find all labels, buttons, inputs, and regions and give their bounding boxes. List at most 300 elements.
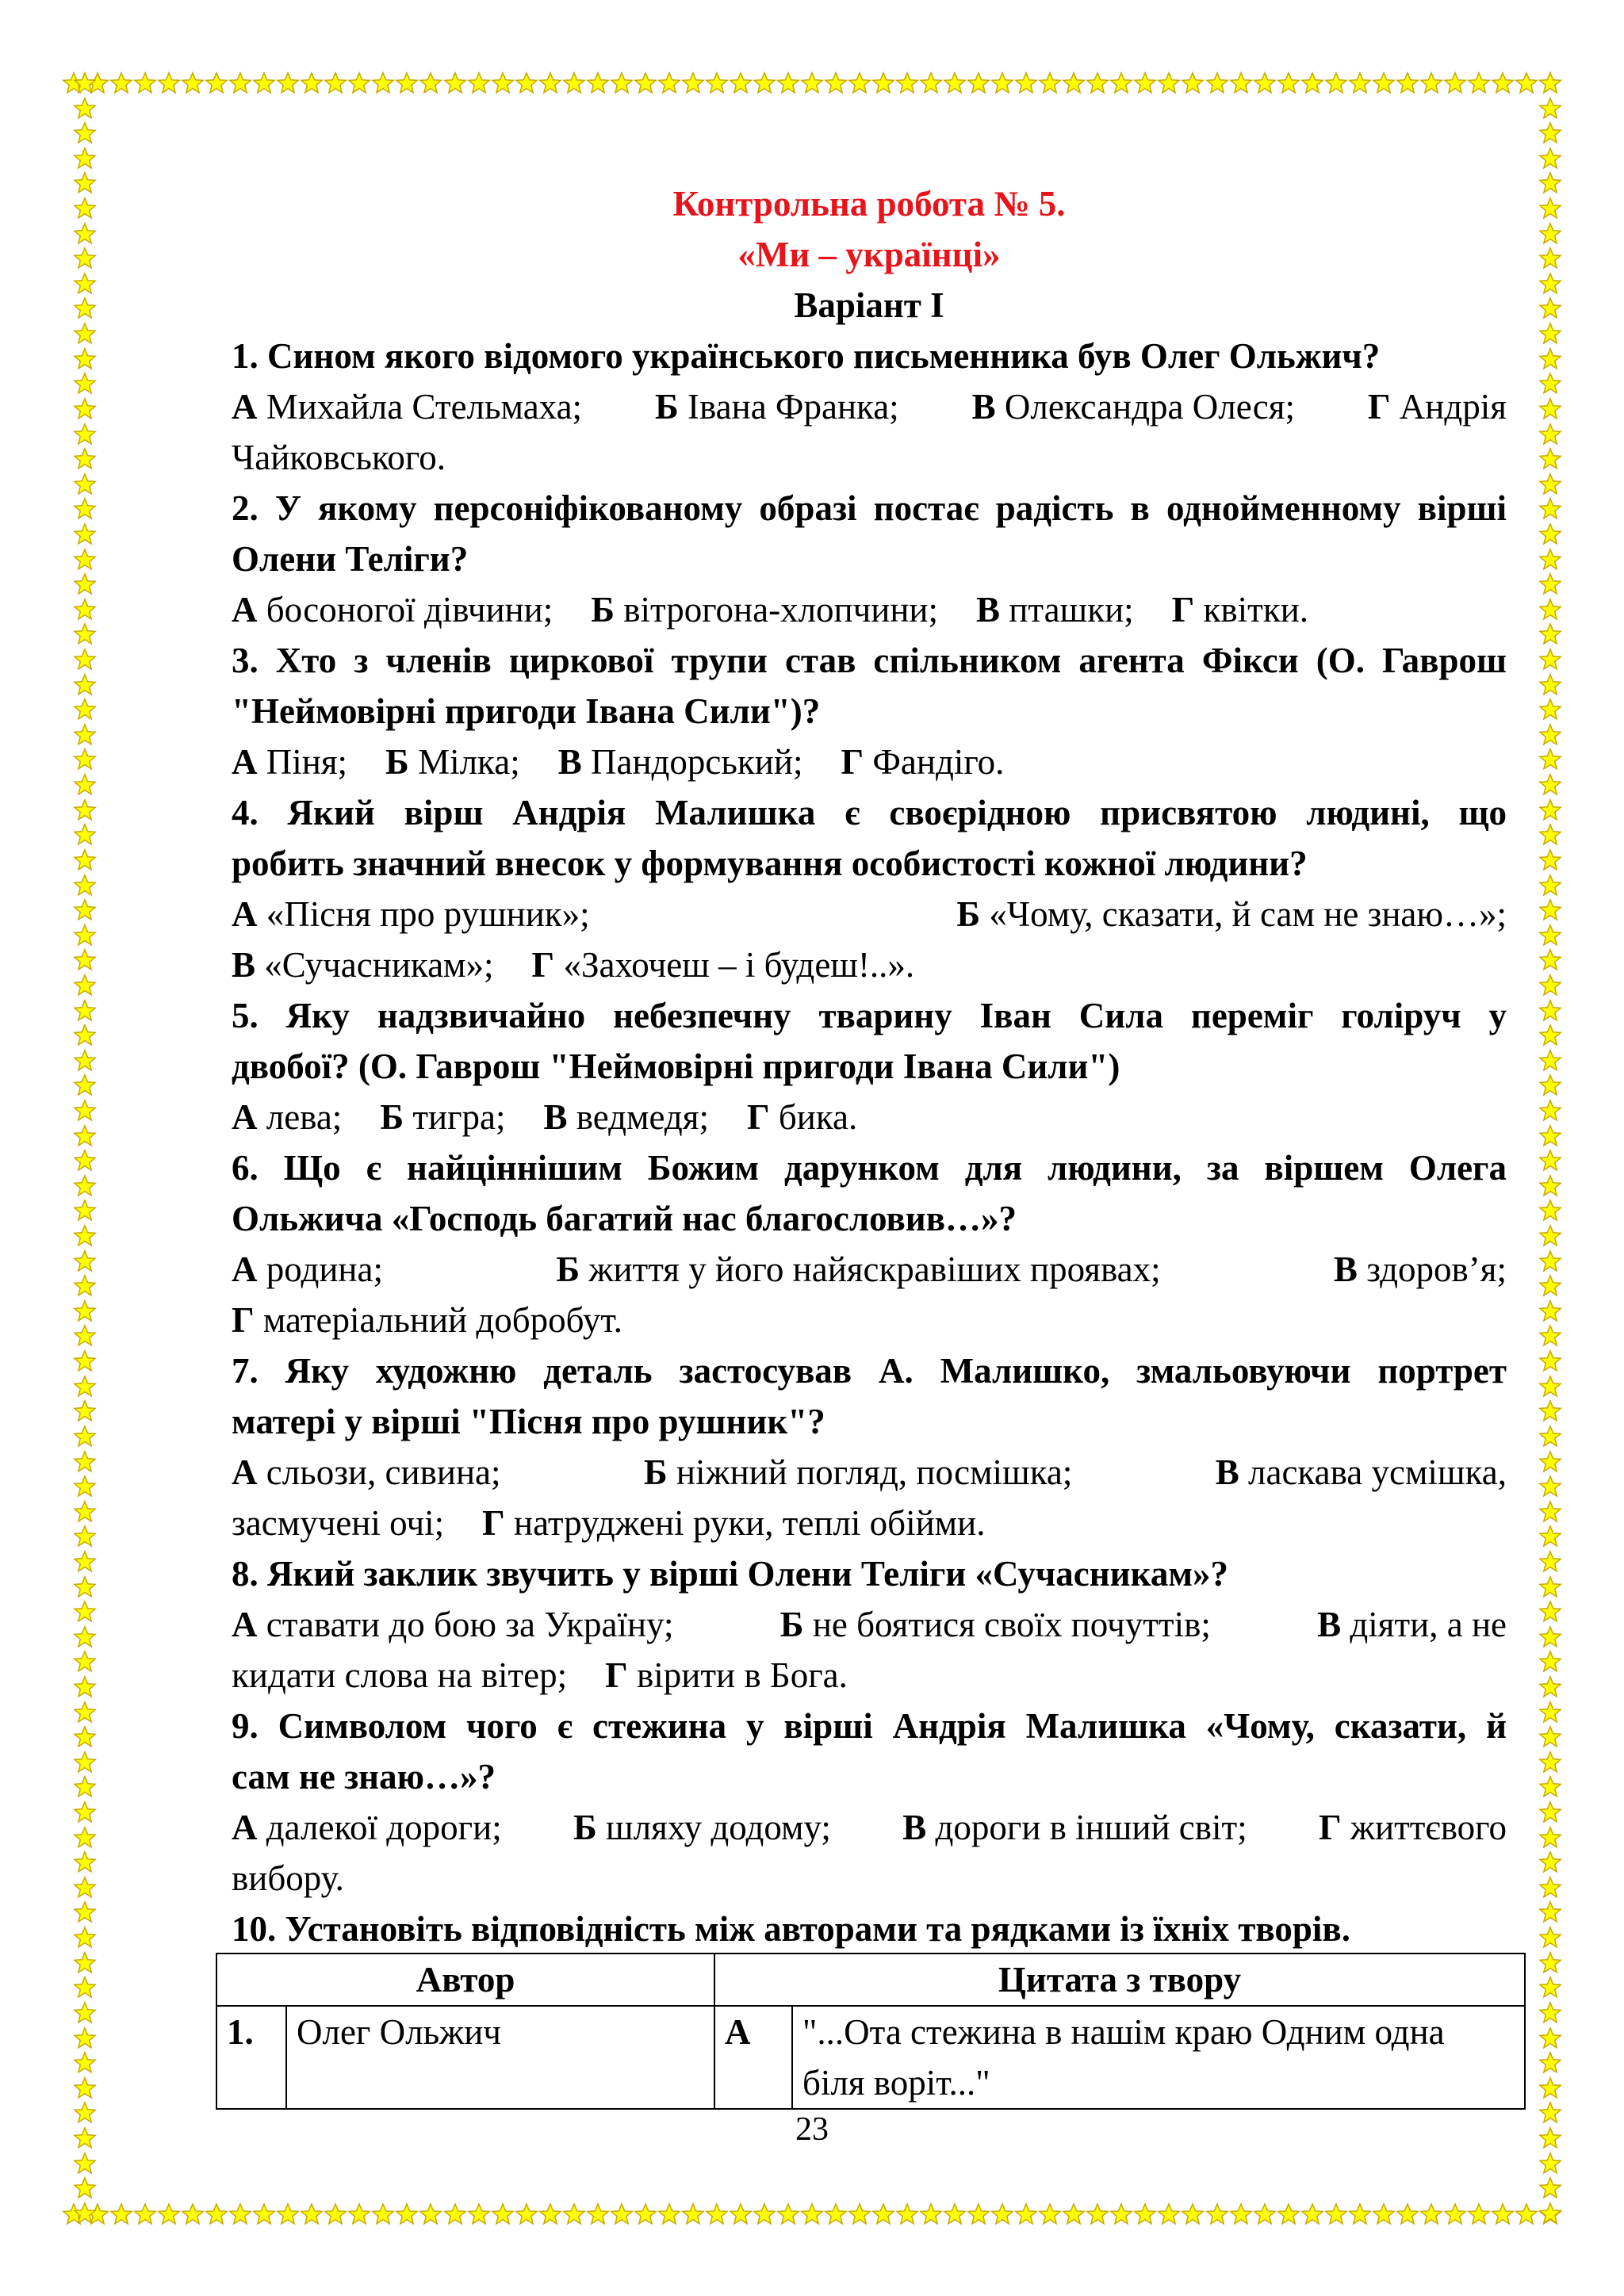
star-icon (181, 2202, 205, 2226)
star-icon (73, 898, 97, 922)
star-border-right (1538, 71, 1562, 2226)
star-icon (1205, 2202, 1229, 2226)
question-text: Ольжича «Господь багатий нас благословив…»? (232, 1199, 1017, 1238)
option-text: вірити в Бога. (627, 1655, 848, 1695)
star-icon (371, 71, 395, 95)
star-icon (73, 1349, 97, 1373)
star-icon (1538, 823, 1562, 847)
star-icon (1538, 924, 1562, 947)
question-block (232, 635, 1507, 787)
star-icon (562, 2202, 586, 2226)
option-letter: А (232, 1249, 258, 1289)
star-icon (73, 1475, 97, 1498)
star-icon (824, 2202, 848, 2226)
answer-option (482, 1498, 985, 1548)
star-icon (73, 222, 97, 246)
option-text: квітки. (1194, 590, 1309, 629)
option-letter: А (232, 387, 258, 427)
answer-option (232, 381, 582, 432)
star-icon (73, 2152, 97, 2175)
star-icon (1038, 2202, 1062, 2226)
star-icon (73, 1024, 97, 1047)
star-icon (371, 2202, 395, 2226)
star-icon (1538, 1826, 1562, 1850)
star-icon (1372, 71, 1396, 95)
answer-option (385, 737, 520, 787)
star-icon (73, 1174, 97, 1198)
question-block (232, 331, 1507, 483)
star-icon (1538, 874, 1562, 897)
answer-line (232, 1498, 1507, 1548)
star-icon (73, 272, 97, 296)
quote-cell (792, 2006, 1525, 2109)
option-text: життєвого (1341, 1808, 1507, 1847)
star-icon (1538, 1099, 1562, 1123)
table-header-row (216, 1954, 1525, 2006)
star-icon (1038, 71, 1062, 95)
star-icon (73, 171, 97, 195)
star-icon (1538, 497, 1562, 521)
star-icon (1229, 2202, 1253, 2226)
star-icon (467, 71, 491, 95)
star-icon (300, 2202, 324, 2226)
question-block (232, 1345, 1507, 1548)
star-icon (73, 1876, 97, 1900)
star-icon (73, 1525, 97, 1548)
quote-line: біля воріт..." (802, 2063, 990, 2103)
star-icon (1538, 1900, 1562, 1924)
option-text: Чайковського. (232, 438, 446, 477)
answer-option (747, 1092, 857, 1142)
answer-option (605, 1650, 848, 1701)
star-icon (1419, 2202, 1443, 2226)
star-icon (1538, 473, 1562, 496)
star-icon (1538, 1224, 1562, 1248)
answer-option (1317, 1599, 1507, 1650)
star-icon (73, 447, 97, 471)
star-icon (848, 2202, 871, 2226)
option-letter: А (232, 894, 258, 934)
star-icon (1396, 2202, 1419, 2226)
star-icon (228, 2202, 252, 2226)
star-icon (73, 2001, 97, 2025)
option-letter: А (232, 1452, 258, 1492)
option-letter: А (232, 1097, 258, 1137)
star-icon (73, 71, 97, 95)
question-text: 3. Хто з членів циркової трупи став спільником агента Фікси (О. Гаврош (232, 641, 1507, 680)
quote-letter: А (714, 2006, 792, 2109)
star-icon (634, 2202, 657, 2226)
star-icon (347, 2202, 371, 2226)
question-block (232, 1701, 1507, 1904)
star-icon (73, 1073, 97, 1097)
star-icon (300, 71, 324, 95)
star-icon (1229, 71, 1253, 95)
option-text: «Захочеш – і будеш!..». (554, 945, 915, 985)
star-icon (1419, 71, 1443, 95)
star-icon (1538, 598, 1562, 622)
star-icon (919, 71, 943, 95)
star-icon (681, 2202, 705, 2226)
answer-line (232, 381, 1507, 432)
star-icon (109, 71, 133, 95)
option-text: засмучені очі; (232, 1503, 445, 1543)
star-icon (800, 71, 824, 95)
option-letter: Б (556, 1249, 580, 1289)
star-icon (1538, 1450, 1562, 1474)
star-icon (73, 1299, 97, 1323)
star-icon (73, 1550, 97, 1574)
star-icon (73, 397, 97, 421)
star-icon (73, 1850, 97, 1874)
star-icon (73, 1500, 97, 1524)
star-icon (657, 2202, 681, 2226)
star-icon (1538, 1073, 1562, 1097)
answer-option (655, 381, 899, 432)
star-icon (1538, 1951, 1562, 1975)
star-icon (1181, 2202, 1205, 2226)
star-icon (1538, 1775, 1562, 1799)
star-icon (1538, 1199, 1562, 1223)
star-icon (1538, 798, 1562, 822)
star-icon (800, 2202, 824, 2226)
star-icon (73, 1199, 97, 1223)
star-icon (1538, 2051, 1562, 2075)
star-icon (73, 1249, 97, 1273)
star-icon (73, 1450, 97, 1474)
star-icon (1538, 572, 1562, 596)
answer-option (380, 1092, 505, 1142)
star-icon (1538, 1675, 1562, 1699)
star-icon (1538, 1149, 1562, 1173)
star-icon (1538, 1725, 1562, 1749)
option-text: кидати слова на вітер; (232, 1655, 568, 1695)
option-letter: В (976, 590, 1001, 629)
star-icon (610, 71, 634, 95)
star-icon (1181, 71, 1205, 95)
star-icon (1538, 723, 1562, 747)
star-icon (1538, 2076, 1562, 2100)
option-text: Олександра Олеся; (995, 387, 1295, 427)
star-icon (515, 71, 538, 95)
star-icon (157, 2202, 181, 2226)
star-icon (73, 622, 97, 646)
question-block (232, 1904, 1507, 1954)
option-letter: Б (643, 1452, 668, 1492)
star-icon (73, 1375, 97, 1399)
option-text: Андрія (1390, 387, 1507, 427)
star-icon (181, 71, 205, 95)
matching-table (216, 1953, 1526, 2110)
answer-option (644, 1447, 1072, 1498)
star-icon (1538, 1399, 1562, 1423)
answer-option (232, 1802, 502, 1853)
star-icon (73, 1425, 97, 1448)
option-letter: Б (591, 590, 615, 629)
answer-option (841, 737, 1004, 787)
star-icon (1538, 197, 1562, 220)
star-icon (1538, 1575, 1562, 1599)
star-icon (443, 71, 467, 95)
star-icon (871, 2202, 895, 2226)
star-icon (1538, 347, 1562, 371)
option-letter: А (232, 1605, 258, 1644)
star-icon (73, 423, 97, 446)
star-icon (73, 347, 97, 371)
star-icon (1538, 1049, 1562, 1073)
star-icon (276, 2202, 300, 2226)
star-icon (1396, 71, 1419, 95)
answer-option (232, 1244, 383, 1295)
option-letter: Г (1319, 1808, 1342, 1847)
option-letter: Г (531, 945, 555, 985)
option-text: діяти, а не (1341, 1605, 1507, 1644)
star-icon (681, 71, 705, 95)
question-text: 8. Який заклик звучить у вірші Олени Теліги «Сучасникам»? (232, 1554, 1228, 1594)
star-icon (73, 874, 97, 897)
star-icon (1538, 898, 1562, 922)
option-text: ласкава усмішка, (1239, 1452, 1507, 1492)
star-icon (967, 2202, 990, 2226)
star-icon (776, 2202, 800, 2226)
answer-line (232, 1092, 1507, 1142)
star-icon (109, 2202, 133, 2226)
question-text: 2. У якому персоніфікованому образі постає радість в однойменному вірші (232, 488, 1507, 528)
star-icon (73, 572, 97, 596)
star-icon (73, 548, 97, 572)
option-text: далекої дороги; (257, 1808, 502, 1847)
star-icon (1205, 71, 1229, 95)
option-letter: Б (385, 742, 409, 782)
answer-line (232, 889, 1507, 939)
author-cell: Олег Ольжич (286, 2006, 714, 2109)
star-icon (1467, 71, 1491, 95)
star-icon (753, 71, 776, 95)
star-icon (586, 2202, 610, 2226)
answer-line (232, 939, 1507, 990)
star-icon (73, 1650, 97, 1674)
star-icon (1538, 648, 1562, 672)
star-icon (1062, 71, 1086, 95)
star-border-top (62, 71, 1562, 95)
star-icon (1538, 698, 1562, 721)
option-letter: В (232, 945, 256, 985)
page-title: Контрольна робота № 5. (672, 184, 1066, 224)
answer-option (532, 939, 915, 990)
star-icon (1538, 1299, 1562, 1323)
star-icon (1538, 1650, 1562, 1674)
star-icon (73, 1399, 97, 1423)
star-icon (1538, 1876, 1562, 1900)
option-text: бика. (769, 1097, 858, 1137)
answer-option (232, 1447, 501, 1498)
star-icon (252, 71, 276, 95)
star-icon (1538, 1124, 1562, 1148)
option-letter: Б (956, 894, 981, 934)
question-text: 10. Установіть відповідність між авторами та рядками із їхніх творів. (232, 1909, 1350, 1949)
star-icon (1253, 71, 1277, 95)
star-icon (73, 598, 97, 622)
star-icon (73, 773, 97, 797)
star-icon (73, 1951, 97, 1975)
star-icon (1277, 71, 1300, 95)
question-block (232, 787, 1507, 990)
star-icon (73, 1600, 97, 1624)
star-icon (1538, 1324, 1562, 1348)
answer-option (232, 939, 494, 990)
option-text: босоногої дівчини; (257, 590, 553, 629)
star-icon (276, 71, 300, 95)
star-icon (73, 2026, 97, 2050)
star-icon (73, 748, 97, 771)
star-icon (1277, 2202, 1300, 2226)
question-block (232, 990, 1507, 1142)
option-text: вітрогона-хлопчини; (615, 590, 939, 629)
star-icon (1538, 1926, 1562, 1950)
answer-line (232, 1295, 1507, 1345)
star-icon (919, 2202, 943, 2226)
star-icon (967, 71, 990, 95)
star-icon (1538, 748, 1562, 771)
star-icon (73, 1149, 97, 1173)
star-icon (1515, 2202, 1538, 2226)
star-icon (1538, 1751, 1562, 1774)
star-icon (133, 2202, 157, 2226)
answer-line (232, 1599, 1507, 1650)
star-icon (538, 2202, 562, 2226)
star-icon (1443, 2202, 1467, 2226)
star-icon (395, 2202, 419, 2226)
answer-option (1334, 1244, 1507, 1295)
star-icon (1538, 1625, 1562, 1649)
star-icon (1443, 71, 1467, 95)
star-icon (1538, 1800, 1562, 1824)
star-icon (729, 2202, 753, 2226)
star-icon (1157, 2202, 1181, 2226)
star-icon (1538, 673, 1562, 697)
star-icon (1538, 1550, 1562, 1574)
answer-option (956, 889, 1507, 939)
option-letter: Б (573, 1808, 597, 1847)
star-icon (73, 1575, 97, 1599)
option-letter: Б (779, 1605, 804, 1644)
option-text: життя у його найяскравіших проявах; (580, 1249, 1161, 1289)
star-icon (73, 1124, 97, 1148)
answer-line (232, 1244, 1507, 1295)
star-icon (753, 2202, 776, 2226)
star-icon (1157, 71, 1181, 95)
star-icon (610, 2202, 634, 2226)
star-icon (634, 71, 657, 95)
star-icon (1538, 999, 1562, 1023)
question-text: 5. Яку надзвичайно небезпечну тварину Іван Сила переміг голіруч у (232, 996, 1507, 1035)
option-letter: А (232, 742, 258, 782)
option-letter: Г (482, 1503, 505, 1543)
star-icon (1538, 372, 1562, 396)
option-text: ставати до бою за Україну; (257, 1605, 674, 1644)
option-text: дороги в інший світ; (926, 1808, 1247, 1847)
star-icon (1538, 1701, 1562, 1724)
answer-option (232, 432, 446, 483)
star-icon (1538, 97, 1562, 121)
option-text: шляху додому; (596, 1808, 831, 1847)
row-number: 1. (216, 2006, 286, 2109)
question-text: 9. Символом чого є стежина у вірші Андрія Малишка «Чому, сказати, й (232, 1706, 1507, 1746)
answer-line (232, 432, 1507, 483)
star-icon (73, 648, 97, 672)
star-icon (73, 2076, 97, 2100)
star-icon (1538, 171, 1562, 195)
star-icon (324, 2202, 347, 2226)
star-icon (1538, 2202, 1562, 2225)
star-icon (1515, 71, 1538, 95)
answer-line (232, 1650, 1507, 1701)
option-text: ніжний погляд, посмішка; (667, 1452, 1073, 1492)
star-icon (73, 848, 97, 872)
option-letter: А (232, 1808, 258, 1847)
star-icon (776, 71, 800, 95)
star-icon (73, 1751, 97, 1774)
star-icon (1538, 974, 1562, 997)
answer-option (558, 737, 803, 787)
star-icon (1538, 1976, 1562, 1999)
star-icon (1538, 397, 1562, 421)
answer-option (902, 1802, 1247, 1853)
star-icon (1538, 2176, 1562, 2200)
star-icon (73, 297, 97, 320)
star-icon (443, 2202, 467, 2226)
star-icon (1538, 322, 1562, 346)
star-icon (943, 71, 967, 95)
star-icon (324, 71, 347, 95)
question-block (232, 483, 1507, 635)
answer-option (232, 1853, 344, 1904)
star-icon (73, 999, 97, 1023)
answer-option (232, 737, 347, 787)
answer-option (1319, 1802, 1507, 1853)
answer-option (232, 889, 590, 939)
option-text: тигра; (404, 1097, 506, 1137)
star-icon (73, 2176, 97, 2200)
star-icon (419, 71, 442, 95)
star-icon (1538, 1425, 1562, 1448)
star-icon (705, 71, 729, 95)
star-icon (73, 1725, 97, 1749)
answer-option (556, 1244, 1160, 1295)
star-icon (1014, 71, 1038, 95)
star-icon (1538, 1174, 1562, 1198)
star-icon (73, 322, 97, 346)
star-icon (895, 71, 919, 95)
page-content (232, 178, 1507, 1954)
star-icon (1538, 848, 1562, 872)
star-icon (1324, 71, 1348, 95)
option-letter: Г (1367, 387, 1391, 427)
star-icon (1538, 1500, 1562, 1524)
answer-line (232, 1802, 1507, 1853)
question-block (232, 1548, 1507, 1701)
star-icon (1538, 1249, 1562, 1273)
star-icon (73, 372, 97, 396)
star-icon (73, 2051, 97, 2075)
option-text: пташки; (1000, 590, 1134, 629)
option-letter: Г (605, 1655, 628, 1695)
star-icon (73, 97, 97, 121)
question-text: 6. Що є найціннішим Божим дарунком для людини, за віршем Олега (232, 1148, 1507, 1188)
star-icon (1538, 1349, 1562, 1373)
option-letter: В (557, 742, 582, 782)
option-text: Пандорський; (581, 742, 803, 782)
